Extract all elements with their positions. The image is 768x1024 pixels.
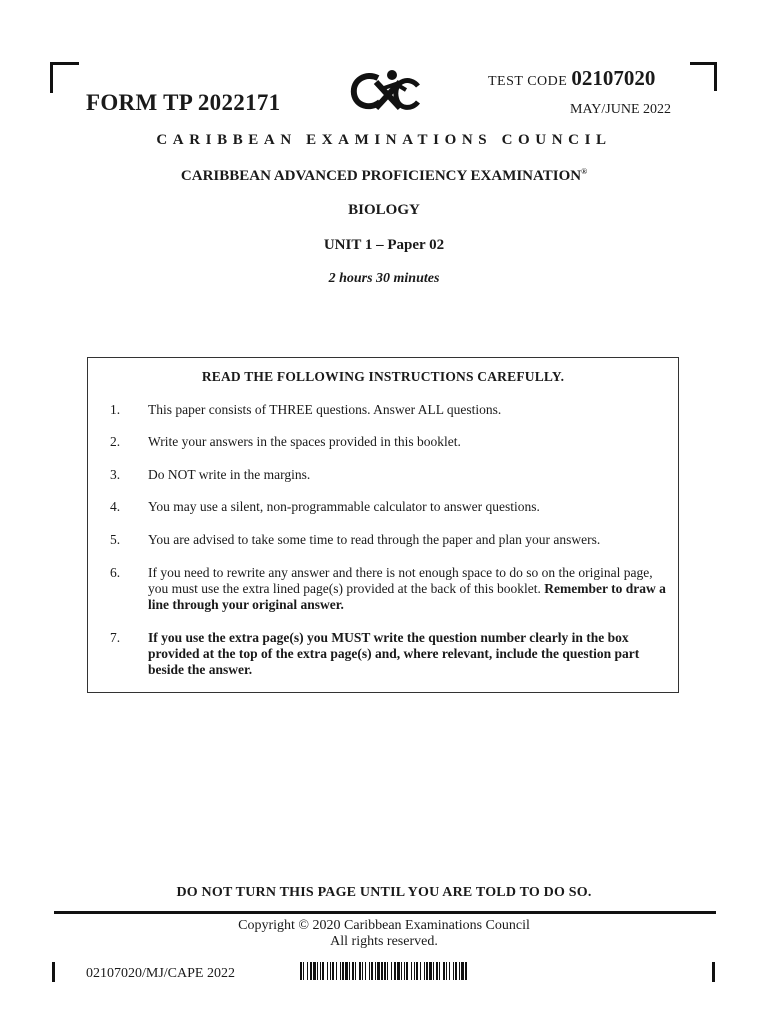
instruction-text: You may use a silent, non-programmable calculator to answer questions. — [148, 499, 540, 514]
instruction-number: 3. — [110, 467, 121, 482]
instruction-item — [110, 532, 670, 548]
instruction-number: 7. — [110, 630, 121, 645]
instruction-item — [110, 467, 670, 483]
instruction-text: You are advised to take some time to read through the paper and plan your answers. — [148, 532, 601, 547]
rights-notice: All rights reserved. — [330, 934, 438, 949]
instruction-number: 4. — [110, 499, 121, 514]
instruction-item — [110, 499, 670, 515]
test-code — [488, 66, 655, 91]
test-code-label: TEST CODE — [488, 74, 568, 89]
footer-paper-code: 02107020/MJ/CAPE 2022 — [86, 966, 235, 981]
instruction-text: Do NOT write in the margins. — [148, 467, 311, 482]
footer-divider — [54, 911, 716, 914]
instruction-text: If you use the extra page(s) you MUST write the question number clearly in the box provided at the top of the extra page(s) and, where relevant, include the question part beside the answer. — [148, 630, 640, 677]
instruction-item — [110, 630, 670, 678]
registration-mark-top-right — [690, 62, 717, 91]
instruction-text: This paper consists of THREE questions. Answer ALL questions. — [148, 402, 502, 417]
instruction-item — [110, 565, 670, 613]
exam-name-text: CARIBBEAN ADVANCED PROFICIENCY EXAMINATION — [180, 168, 582, 184]
instruction-number: 1. — [110, 402, 121, 417]
registration-mark-bottom-left — [52, 962, 55, 982]
barcode-icon — [300, 962, 468, 980]
exam-session: MAY/JUNE 2022 — [570, 102, 671, 117]
registration-mark-top-left — [50, 62, 79, 93]
instruction-text-plain: If you need to rewrite any answer and there is not enough space to do so on the original page, you must use the extra lined page(s) provided at the back of this booklet. — [148, 565, 653, 596]
instruction-number: 6. — [110, 565, 121, 580]
form-code: FORM TP 2022171 — [86, 90, 281, 115]
do-not-turn-warning: DO NOT TURN THIS PAGE UNTIL YOU ARE TOLD TO DO SO. — [176, 885, 592, 900]
instruction-number: 5. — [110, 532, 121, 547]
cxc-logo-icon — [348, 68, 422, 116]
instructions-heading: READ THE FOLLOWING INSTRUCTIONS CAREFULLY. — [201, 369, 565, 384]
copyright-notice: Copyright © 2020 Caribbean Examinations Council — [238, 918, 530, 933]
instruction-item — [110, 434, 670, 450]
council-name: CARIBBEAN EXAMINATIONS COUNCIL — [156, 132, 612, 148]
subject-title: BIOLOGY — [348, 202, 420, 218]
instruction-text: Write your answers in the spaces provided in this booklet. — [148, 434, 461, 449]
unit-paper: UNIT 1 – Paper 02 — [323, 237, 445, 253]
instruction-item — [110, 402, 670, 418]
instruction-text — [148, 565, 670, 613]
instruction-number: 2. — [110, 434, 121, 449]
exam-name — [0, 167, 768, 185]
registration-mark-bottom-right — [712, 962, 715, 982]
exam-duration: 2 hours 30 minutes — [328, 271, 440, 286]
registered-mark: ® — [581, 167, 588, 176]
test-code-value: 02107020 — [571, 66, 656, 90]
instruction-text-emphasis: Remember to draw a line through your original answer. — [148, 581, 666, 612]
